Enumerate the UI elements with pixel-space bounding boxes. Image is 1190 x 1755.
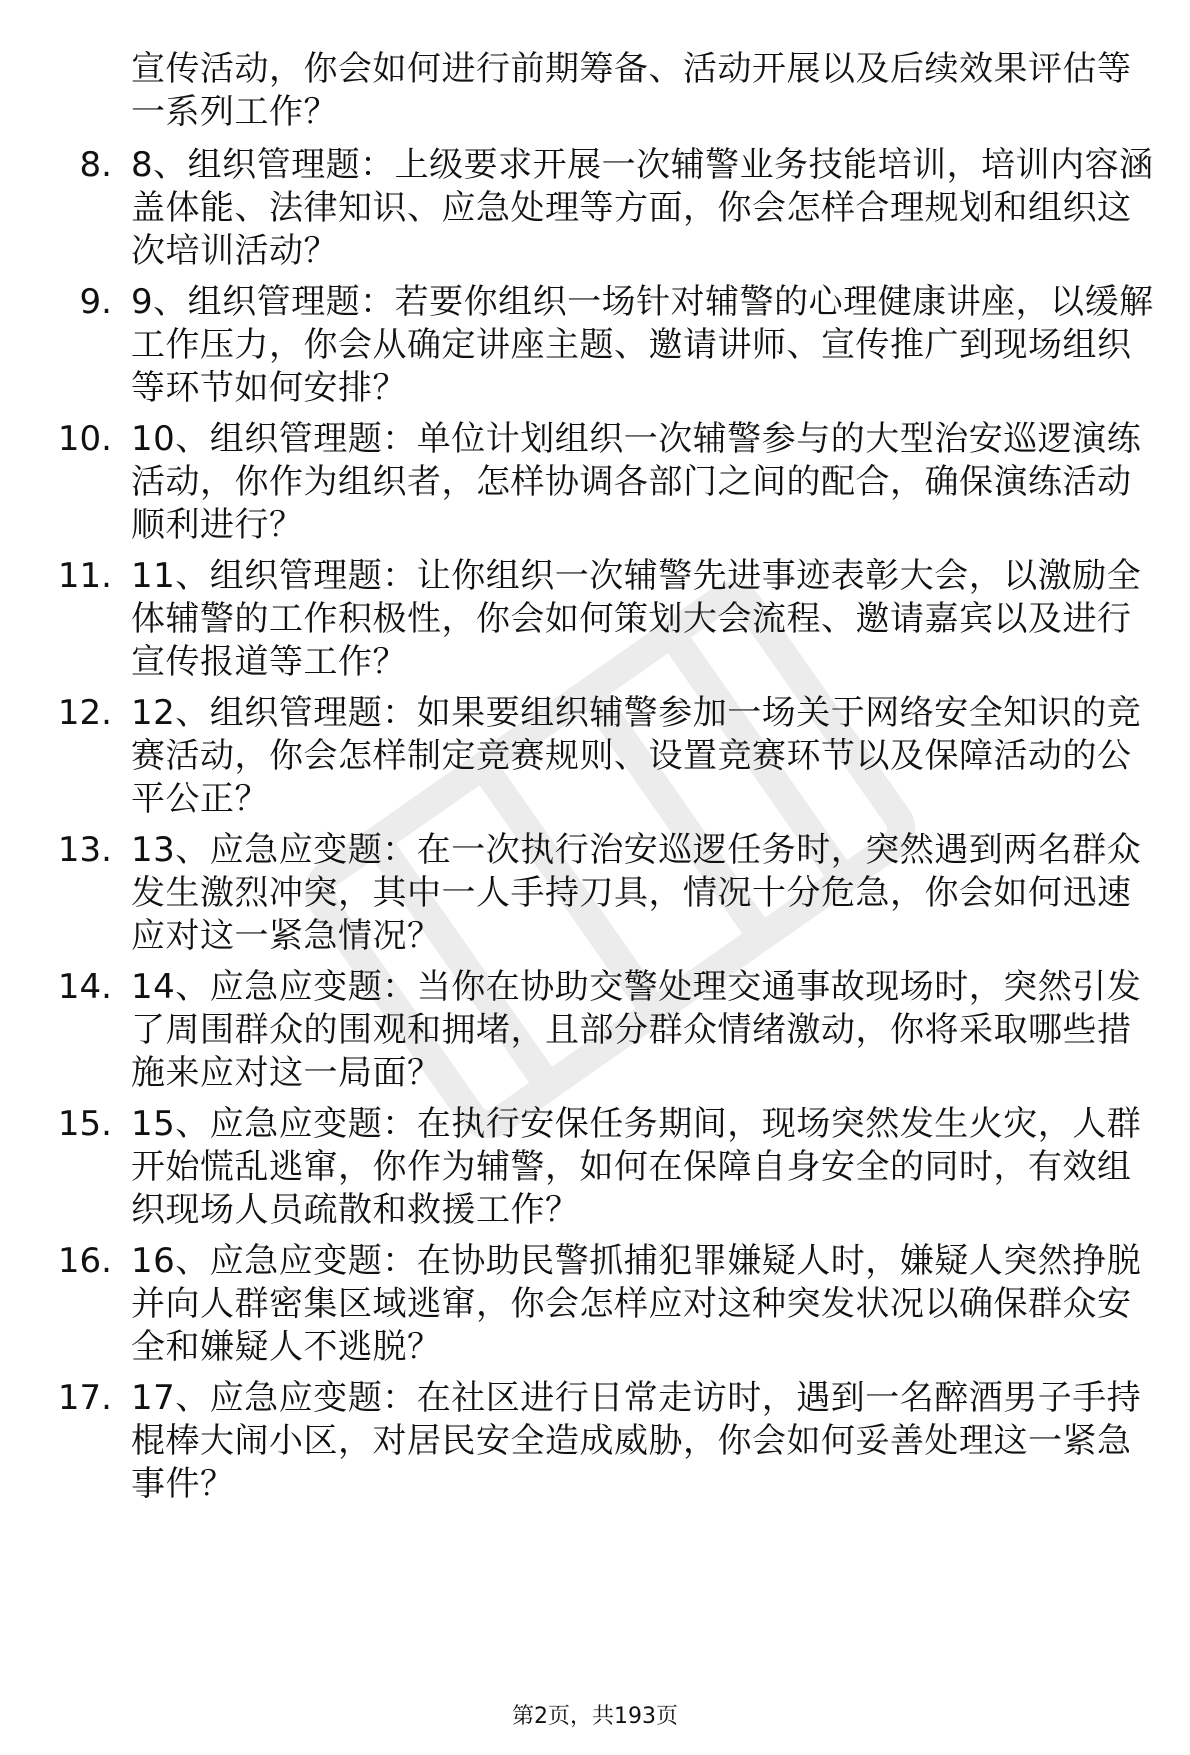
item-text: 16、应急应变题：在协助民警抓捕犯罪嫌疑人时，嫌疑人突然挣脱并向人群密集区域逃窜，你会怎样应对这种突发状况以确保群众安全和嫌疑人不逃脱？ xyxy=(131,1241,1142,1367)
item-text: 11、组织管理题：让你组织一次辅警先进事迹表彰大会，以激励全体辅警的工作积极性，你会如何策划大会流程、邀请嘉宾以及进行宣传报道等工作？ xyxy=(131,556,1142,682)
list-item xyxy=(0,1377,1190,1517)
list-item xyxy=(0,692,1190,832)
item-text: 12、组织管理题：如果要组织辅警参加一场关于网络安全知识的竞赛活动，你会怎样制定竞赛规则、设置竞赛环节以及保障活动的公平公正？ xyxy=(131,693,1142,819)
item-text: 13、应急应变题：在一次执行治安巡逻任务时，突然遇到两名群众发生激烈冲突，其中一人手持刀具，情况十分危急，你会如何迅速应对这一紧急情况？ xyxy=(131,830,1142,956)
list-item xyxy=(0,144,1190,284)
item-text: 17、应急应变题：在社区进行日常走访时，遇到一名醉酒男子手持棍棒大闹小区，对居民安全造成威胁，你会如何妥善处理这一紧急事件？ xyxy=(131,1378,1142,1504)
item-number: 10. xyxy=(57,419,112,459)
item-number: 13. xyxy=(57,830,112,870)
list-item xyxy=(0,966,1190,1106)
item-number: 11. xyxy=(57,556,112,596)
list-item xyxy=(0,555,1190,695)
item-number: 12. xyxy=(57,693,112,733)
item-number: 9. xyxy=(79,282,112,322)
item-text: 10、组织管理题：单位计划组织一次辅警参与的大型治安巡逻演练活动，你作为组织者，怎样协调各部门之间的配合，确保演练活动顺利进行？ xyxy=(131,419,1142,545)
list-item xyxy=(0,418,1190,558)
item-number: 16. xyxy=(57,1241,112,1281)
item-number: 14. xyxy=(57,967,112,1007)
item-number: 8. xyxy=(79,145,112,185)
list-item xyxy=(0,829,1190,969)
item-text: 15、应急应变题：在执行安保任务期间，现场突然发生火灾，人群开始慌乱逃窜，你作为辅警，如何在保障自身安全的同时，有效组织现场人员疏散和救援工作？ xyxy=(131,1104,1142,1230)
continuation-text: 宣传活动，你会如何进行前期筹备、活动开展以及后续效果评估等一系列工作？ xyxy=(131,49,1132,132)
item-text: 8、组织管理题：上级要求开展一次辅警业务技能培训，培训内容涵盖体能、法律知识、应急处理等方面，你会怎样合理规划和组织这次培训活动？ xyxy=(131,145,1154,271)
item-number: 17. xyxy=(57,1378,112,1418)
item-text: 9、组织管理题：若要你组织一场针对辅警的心理健康讲座，以缓解工作压力，你会从确定讲座主题、邀请讲师、宣传推广到现场组织等环节如何安排？ xyxy=(131,282,1154,408)
page-footer: 第2页，共193页 xyxy=(512,1704,678,1729)
list-item xyxy=(0,281,1190,421)
list-item xyxy=(0,1103,1190,1243)
list-item xyxy=(0,1240,1190,1380)
item-number: 15. xyxy=(57,1104,112,1144)
item-text: 14、应急应变题：当你在协助交警处理交通事故现场时，突然引发了周围群众的围观和拥堵，且部分群众情绪激动，你将采取哪些措施来应对这一局面？ xyxy=(131,967,1142,1093)
